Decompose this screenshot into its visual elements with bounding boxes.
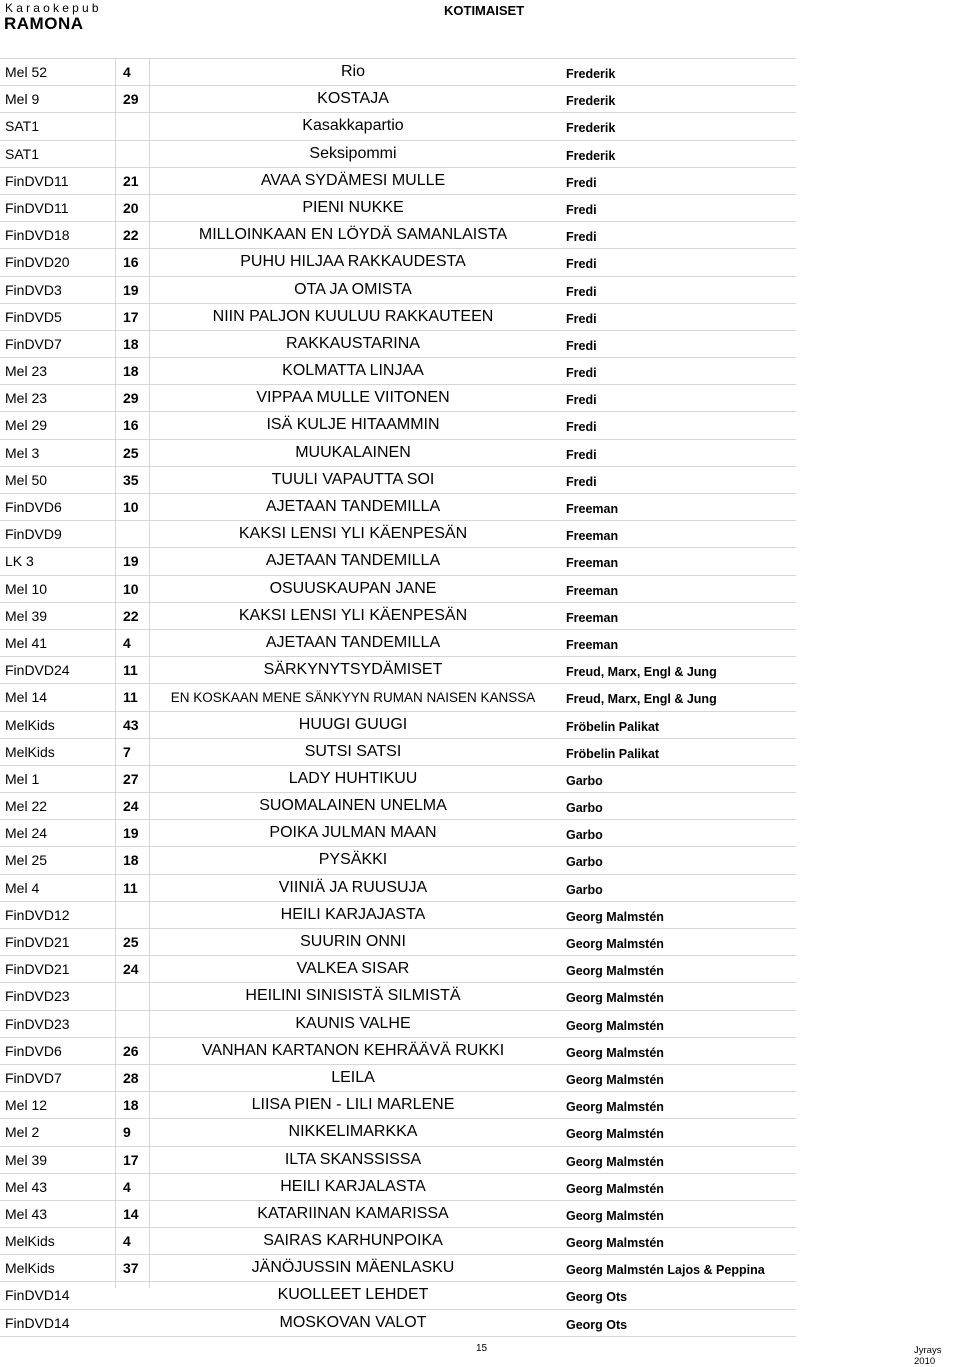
artist-cell: Freeman	[566, 529, 619, 544]
track-number-cell: 18	[123, 363, 139, 380]
artist-cell: Frederik	[566, 94, 616, 109]
song-title-cell: Rio	[340, 63, 365, 80]
disc-code-cell: Mel 39	[5, 1151, 48, 1168]
song-title-cell: PUHU HILJAA RAKKAUDESTA	[240, 253, 466, 271]
page-number: 15	[476, 1343, 488, 1354]
song-title-cell: HEILINI SINISISTÄ SILMISTÄ	[245, 987, 461, 1005]
disc-code-cell: SAT1	[5, 145, 39, 162]
disc-code-cell: Mel 4	[5, 879, 40, 896]
disc-code-cell: Mel 9	[5, 91, 40, 108]
track-number-cell: 35	[123, 471, 139, 488]
track-number-cell: 14	[123, 1205, 139, 1222]
song-title-cell: SÄRKYNYTSYDÄMISET	[263, 661, 443, 679]
disc-code-cell: Mel 24	[5, 825, 48, 842]
song-title-cell: EN KOSKAAN MENE SÄNKYYN RUMAN NAISEN KANSSA	[170, 690, 536, 706]
table-row	[0, 385, 796, 412]
song-title-cell: AVAA SYDÄMESI MULLE	[260, 171, 446, 189]
song-title-cell: VANHAN KARTANON KEHRÄÄVÄ RUKKI	[201, 1041, 505, 1059]
song-title-cell: KOLMATTA LINJAA	[282, 362, 424, 380]
artist-cell: Fredi	[566, 447, 597, 462]
artist-cell: Fredi	[566, 393, 597, 408]
disc-code-cell: Mel 23	[5, 363, 48, 380]
table-row	[0, 521, 796, 548]
disc-code-cell: FinDVD6	[5, 1042, 62, 1059]
song-title-cell: JÄNÖJUSSIN MÄENLASKU	[251, 1259, 455, 1277]
track-number-cell: 4	[123, 1178, 131, 1195]
track-number-cell: 22	[123, 227, 139, 244]
footer-credit: Jyrays 2010	[914, 1345, 942, 1367]
artist-cell: Fröbelin Palikat	[566, 746, 660, 761]
track-number-cell: 10	[123, 580, 139, 597]
artist-cell: Freud, Marx, Engl & Jung	[566, 665, 717, 680]
table-row	[0, 304, 796, 331]
track-number-cell: 24	[123, 798, 139, 815]
disc-code-cell: FinDVD21	[5, 934, 70, 950]
artist-cell: Georg Malmstén	[566, 1100, 664, 1115]
table-row	[0, 548, 796, 575]
disc-code-cell: Mel 41	[5, 634, 48, 651]
table-row	[0, 440, 796, 467]
track-number-cell: 16	[123, 254, 139, 271]
table-row	[0, 1011, 796, 1038]
table-row	[0, 1282, 796, 1309]
track-number-cell: 18	[123, 335, 139, 352]
track-number-cell: 19	[123, 281, 139, 298]
disc-code-cell: FinDVD24	[5, 662, 70, 679]
table-row	[0, 603, 796, 630]
song-title-cell: VIINIÄ JA RUUSUJA	[278, 878, 428, 896]
disc-code-cell: MelKids	[5, 1260, 55, 1277]
disc-code-cell: FinDVD5	[5, 308, 62, 325]
disc-code-cell: Mel 43	[5, 1205, 48, 1222]
artist-cell: Freeman	[566, 610, 619, 625]
song-title-cell: SUURIN ONNI	[300, 933, 406, 950]
track-number-cell: 17	[123, 1151, 139, 1168]
table-row	[0, 820, 796, 847]
song-title-cell: TUULI VAPAUTTA SOI	[271, 470, 435, 488]
song-title-cell: RAKKAUSTARINA	[286, 334, 420, 352]
page-title: KOTIMAISET	[444, 3, 525, 18]
artist-cell: Georg Malmstén	[566, 1072, 664, 1087]
table-row	[0, 467, 796, 494]
table-row	[0, 1310, 796, 1337]
track-number-cell: 4	[123, 634, 131, 651]
table-row	[0, 1038, 796, 1065]
table-row	[0, 1065, 796, 1092]
track-number-cell: 19	[123, 553, 139, 570]
disc-code-cell: MelKids	[5, 716, 55, 733]
disc-code-cell: SAT1	[5, 118, 39, 135]
track-number-cell: 4	[123, 1233, 131, 1250]
table-row	[0, 168, 796, 195]
artist-cell: Georg Malmstén	[566, 964, 664, 979]
table-row	[0, 902, 796, 929]
track-number-cell: 27	[123, 770, 139, 787]
table-row	[0, 1092, 796, 1119]
table-row	[0, 875, 796, 902]
song-title-cell: KAKSI LENSI YLI KÄENPESÄN	[238, 606, 468, 624]
table-row	[0, 331, 796, 358]
track-number-cell: 20	[123, 199, 139, 216]
track-number-cell: 4	[123, 64, 131, 80]
disc-code-cell: FinDVD7	[5, 335, 62, 352]
disc-code-cell: LK 3	[5, 553, 34, 570]
track-number-cell: 11	[123, 689, 138, 706]
table-row	[0, 494, 796, 521]
song-title-cell: NIKKELIMARKKA	[288, 1123, 418, 1141]
artist-cell: Georg Malmstén Lajos & Peppina	[566, 1263, 765, 1278]
table-row	[0, 684, 796, 711]
disc-code-cell: Mel 1	[5, 770, 40, 787]
disc-code-cell: Mel 39	[5, 607, 48, 624]
table-row	[0, 1228, 796, 1255]
artist-cell: Fredi	[566, 338, 597, 353]
table-row	[0, 358, 796, 385]
artist-cell: Fredi	[566, 257, 597, 272]
song-title-cell: MOSKOVAN VALOT	[279, 1313, 427, 1331]
disc-code-cell: Mel 2	[5, 1124, 40, 1141]
song-title-cell: AJETAAN TANDEMILLA	[265, 498, 441, 515]
artist-cell: Georg Malmstén	[566, 991, 664, 1006]
table-row	[0, 630, 796, 657]
song-title-cell: KUOLLEET LEHDET	[277, 1286, 429, 1304]
artist-cell: Georg Malmstén	[566, 1018, 664, 1033]
artist-cell: Georg Ots	[566, 1317, 628, 1332]
song-title-cell: AJETAAN TANDEMILLA	[265, 633, 441, 651]
track-number-cell: 29	[123, 390, 139, 407]
song-title-cell: VIPPAA MULLE VIITONEN	[256, 389, 450, 407]
disc-code-cell: FinDVD11	[5, 172, 69, 189]
disc-code-cell: FinDVD20	[5, 254, 70, 271]
song-title-cell: POIKA JULMAN MAAN	[269, 824, 437, 842]
disc-code-cell: Mel 10	[5, 580, 48, 597]
table-row	[0, 956, 796, 983]
artist-cell: Georg Malmstén	[566, 1154, 664, 1169]
disc-code-cell: Mel 43	[5, 1178, 48, 1195]
track-number-cell: 25	[123, 934, 139, 950]
artist-cell: Fredi	[566, 230, 597, 245]
artist-cell: Garbo	[566, 855, 603, 870]
song-title-cell: LEILA	[331, 1068, 375, 1086]
disc-code-cell: Mel 50	[5, 471, 48, 488]
disc-code-cell: FinDVD21	[5, 961, 70, 978]
disc-code-cell: FinDVD9	[5, 526, 62, 543]
table-row	[0, 983, 796, 1010]
song-title-cell: HUUGI GUUGI	[298, 715, 408, 733]
song-title-cell: SAIRAS KARHUNPOIKA	[263, 1232, 443, 1250]
artist-cell: Georg Malmstén	[566, 909, 664, 924]
disc-code-cell: Mel 22	[5, 798, 48, 815]
song-title-cell: LIISA PIEN - LILI MARLENE	[251, 1096, 455, 1114]
track-number-cell: 21	[123, 172, 139, 189]
artist-cell: Georg Malmstén	[566, 1181, 664, 1196]
song-title-cell: OSUUSKAUPAN JANE	[269, 579, 437, 597]
track-number-cell: 24	[123, 961, 139, 978]
table-row	[0, 58, 796, 86]
brand-subtitle: Karaokepub	[5, 1, 102, 15]
song-title-cell: LADY HUHTIKUU	[288, 769, 418, 787]
table-row	[0, 712, 796, 739]
song-title-cell: KAKSI LENSI YLI KÄENPESÄN	[238, 525, 468, 543]
table-row	[0, 847, 796, 874]
artist-cell: Frederik	[566, 148, 616, 163]
disc-code-cell: MelKids	[5, 1233, 55, 1250]
song-table	[0, 58, 796, 1337]
track-number-cell: 25	[123, 444, 139, 461]
artist-cell: Fredi	[566, 366, 597, 381]
table-row	[0, 222, 796, 249]
disc-code-cell: Mel 23	[5, 390, 48, 407]
song-title-cell: HEILI KARJAJASTA	[280, 905, 426, 923]
artist-cell: Freeman	[566, 637, 619, 652]
song-title-cell: AJETAAN TANDEMILLA	[265, 552, 441, 570]
disc-code-cell: FinDVD6	[5, 499, 62, 515]
song-title-cell: SUOMALAINEN UNELMA	[259, 797, 447, 815]
track-number-cell: 9	[123, 1124, 131, 1141]
track-number-cell: 18	[123, 1097, 139, 1114]
table-row	[0, 793, 796, 820]
disc-code-cell: Mel 29	[5, 417, 48, 434]
table-row	[0, 1174, 796, 1201]
disc-code-cell: FinDVD7	[5, 1069, 62, 1086]
disc-code-cell: Mel 25	[5, 852, 48, 869]
disc-code-cell: FinDVD23	[5, 988, 70, 1005]
song-title-cell: PYSÄKKI	[318, 851, 388, 869]
song-title-cell: Seksipommi	[309, 144, 397, 162]
table-row	[0, 412, 796, 439]
artist-cell: Fredi	[566, 202, 597, 217]
table-row	[0, 576, 796, 603]
artist-cell: Georg Malmstén	[566, 1208, 664, 1223]
artist-cell: Frederik	[566, 67, 616, 81]
track-number-cell: 22	[123, 607, 139, 624]
track-number-cell: 37	[123, 1260, 139, 1277]
disc-code-cell: FinDVD18	[5, 227, 70, 244]
track-number-cell: 16	[123, 417, 139, 434]
disc-code-cell: FinDVD12	[5, 906, 70, 923]
disc-code-cell: FinDVD11	[5, 199, 69, 216]
song-title-cell: OTA JA OMISTA	[294, 280, 412, 298]
artist-cell: Fredi	[566, 420, 597, 435]
disc-code-cell: FinDVD3	[5, 281, 62, 298]
song-title-cell: MUUKALAINEN	[295, 443, 411, 461]
artist-cell: Georg Malmstén	[566, 1127, 664, 1142]
track-number-cell: 43	[123, 716, 139, 733]
song-title-cell: SUTSI SATSI	[304, 742, 402, 760]
track-number-cell: 28	[123, 1069, 139, 1086]
artist-cell: Freud, Marx, Engl & Jung	[566, 692, 717, 707]
table-row	[0, 929, 796, 956]
table-row	[0, 739, 796, 766]
table-row	[0, 1119, 796, 1146]
track-number-cell: 10	[123, 499, 139, 515]
artist-cell: Fredi	[566, 311, 597, 326]
artist-cell: Fröbelin Palikat	[566, 719, 660, 734]
disc-code-cell: Mel 3	[5, 444, 40, 461]
artist-cell: Freeman	[566, 556, 619, 571]
disc-code-cell: MelKids	[5, 743, 55, 760]
table-row	[0, 657, 796, 684]
song-title-cell: PIENI NUKKE	[302, 198, 404, 216]
song-title-cell: VALKEA SISAR	[296, 960, 410, 978]
artist-cell: Fredi	[566, 474, 597, 489]
artist-cell: Garbo	[566, 828, 603, 843]
disc-code-cell: Mel 14	[5, 689, 48, 706]
table-row	[0, 249, 796, 276]
disc-code-cell: Mel 52	[5, 64, 48, 80]
song-title-cell: KATARIINAN KAMARISSA	[257, 1204, 449, 1222]
artist-cell: Georg Malmstén	[566, 1045, 664, 1060]
song-title-cell: ISÄ KULJE HITAAMMIN	[266, 416, 440, 434]
song-title-cell: Kasakkapartio	[302, 117, 404, 135]
song-title-cell: KAUNIS VALHE	[295, 1014, 411, 1032]
artist-cell: Garbo	[566, 882, 603, 897]
table-row	[0, 195, 796, 222]
artist-cell: Garbo	[566, 801, 603, 816]
table-row	[0, 1147, 796, 1174]
table-row	[0, 277, 796, 304]
track-number-cell: 11	[123, 879, 138, 896]
track-number-cell: 18	[123, 852, 139, 869]
track-number-cell: 19	[123, 825, 139, 842]
artist-cell: Georg Malmstén	[566, 1236, 664, 1251]
artist-cell: Frederik	[566, 121, 616, 136]
artist-cell: Fredi	[566, 284, 597, 299]
table-row	[0, 141, 796, 168]
table-row	[0, 86, 796, 113]
track-number-cell: 17	[123, 308, 139, 325]
artist-cell: Freeman	[566, 502, 619, 516]
artist-cell: Freeman	[566, 583, 619, 598]
artist-cell: Georg Ots	[566, 1290, 628, 1305]
track-number-cell: 26	[123, 1042, 139, 1059]
song-title-cell: NIIN PALJON KUULUU RAKKAUTEEN	[212, 307, 494, 325]
disc-code-cell: FinDVD23	[5, 1015, 70, 1032]
table-row	[0, 766, 796, 793]
table-row	[0, 1201, 796, 1228]
page-header	[0, 0, 960, 40]
song-title-cell: HEILI KARJALASTA	[280, 1177, 426, 1195]
track-number-cell: 7	[123, 743, 131, 760]
disc-code-cell: FinDVD14	[5, 1287, 70, 1304]
track-number-cell: 29	[123, 91, 139, 108]
song-title-cell: ILTA SKANSSISSA	[284, 1150, 422, 1168]
song-title-cell: KOSTAJA	[317, 90, 389, 108]
table-row	[0, 113, 796, 140]
song-title-cell: MILLOINKAAN EN LÖYDÄ SAMANLAISTA	[198, 226, 508, 244]
artist-cell: Fredi	[566, 175, 597, 190]
track-number-cell: 11	[123, 662, 138, 679]
brand-logo-text: RAMONA	[4, 14, 84, 33]
disc-code-cell: FinDVD14	[5, 1314, 70, 1331]
disc-code-cell: Mel 12	[5, 1097, 48, 1114]
artist-cell: Garbo	[566, 773, 603, 788]
artist-cell: Georg Malmstén	[566, 937, 664, 951]
table-row	[0, 1255, 796, 1282]
